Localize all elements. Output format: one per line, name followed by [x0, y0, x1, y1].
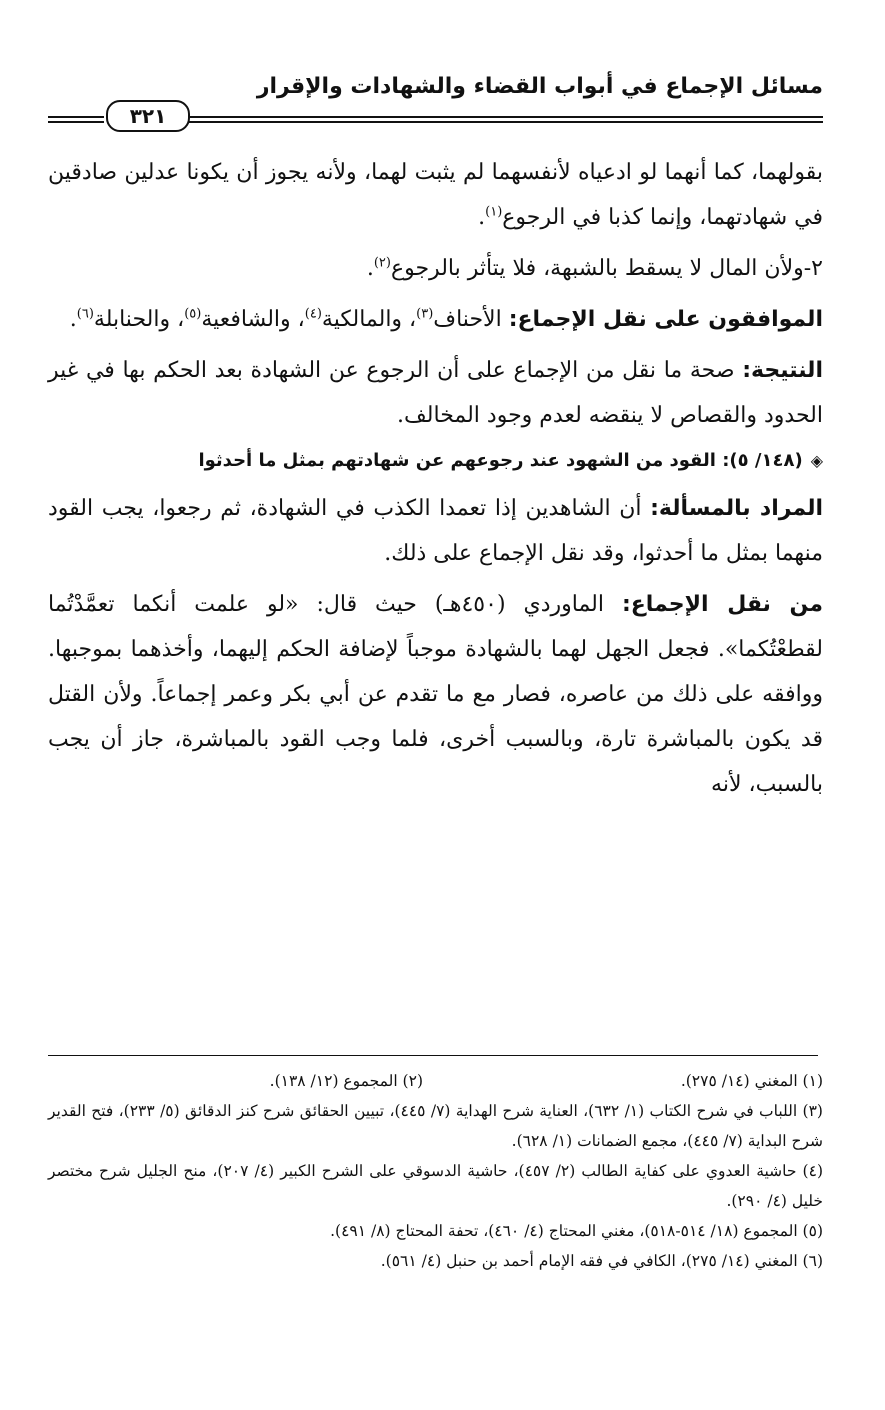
section-lead: الموافقون على نقل الإجماع: — [508, 307, 823, 332]
paragraph-text: الأحناف — [433, 307, 509, 332]
footnote: (٦) المغني (١٤/ ٢٧٥)، الكافي في فقه الإمام أحمد بن حنبل (٤/ ٥٦١). — [380, 1252, 823, 1270]
paragraph-text: أن الشاهدين إذا تعمدا الكذب في الشهادة، ثم رجعوا، يجب القود منهما بمثل ما أحدثوا، وقد نقل الإجماع على ذلك. — [48, 496, 823, 566]
footnote-ref: (١) — [485, 204, 503, 220]
paragraph-text: صحة ما نقل من الإجماع على أن الرجوع عن الشهادة بعد الحكم بها في غير الحدود والقصاص لا ينقضه لعدم وجود المخالف. — [48, 358, 823, 428]
paragraph-text: ، والشافعية — [201, 307, 305, 332]
diamond-bullet-icon: ◈ — [810, 451, 823, 470]
main-text — [48, 150, 823, 813]
footnote: (٣) اللباب في شرح الكتاب (١/ ٦٣٢)، العناية شرح الهداية (٧/ ٤٤٥)، تبيين الحقائق شرح كنز الدقائق (٥/ ٢٣٣)، فتح القدير شرح البداية (٧/ ٤٤٥)، مجمع الضمانات (١/ ٦٢٨). — [48, 1102, 823, 1150]
book-title: مسائل الإجماع في أبواب القضاء والشهادات والإقرار — [256, 74, 823, 99]
paragraph: الموافقون على نقل الإجماع: الأحناف$^{(٣)}$، والمالكية$^{(٤)}$، والشافعية$^{(٥)}$، والحنابلة$^{(٦)}$. — [69, 306, 823, 332]
paragraph — [48, 582, 823, 807]
footnote: (١) المغني (١٤/ ٢٧٥). — [680, 1072, 823, 1090]
paragraph — [48, 486, 823, 576]
footnote-rule — [48, 1055, 818, 1056]
footnote-ref: (٦) — [76, 306, 94, 322]
header-rule — [48, 121, 104, 123]
paragraph-text: بقولهما، كما أنهما لو ادعياه لأنفسهما لم يثبت لهما، ولأنه يجوز أن يكونا عدلين صادقين في شهادتهما، وإنما كذبا في الرجوع — [48, 160, 823, 230]
header-rule — [183, 121, 823, 123]
issue-heading-text: (١٤٨/ ٥): القود من الشهود عند رجوعهم عن شهادتهم بمثل ما أحدثوا — [198, 450, 803, 471]
paragraph: بقولهما، كما أنهما لو ادعياه لأنفسهما لم يثبت لهما، ولأنه يجوز أن يكونا عدلين صادقين في شهادتهما، وإنما كذبا في الرجوع$^{(١)}$. — [48, 160, 823, 230]
paragraph-text: ٢-ولأن المال لا يسقط بالشبهة، فلا يتأثر بالرجوع — [390, 256, 823, 281]
footnotes — [48, 1066, 823, 1276]
section-lead: المراد بالمسألة: — [650, 496, 823, 521]
issue-heading — [48, 444, 823, 478]
footnote-row — [48, 1066, 823, 1096]
header-rule — [183, 116, 823, 118]
page-number: ٣٢١ — [106, 100, 190, 132]
running-header — [48, 74, 823, 134]
footnote: (٤) حاشية العدوي على كفاية الطالب (٢/ ٤٥٧)، حاشية الدسوقي على الشرح الكبير (٤/ ٢٠٧)، منح الجليل شرح مختصر خليل (٤/ ٢٩٠). — [48, 1162, 823, 1210]
footnote-ref: (٣) — [416, 306, 434, 322]
paragraph-text: الماوردي (٤٥٠هـ) حيث قال: «لو علمت أنكما تعمَّدْتُما لقطعْتُكما». فجعل الجهل لهما بالشهادة موجباً لإضافة الحكم إليهما، وأخذهما بموجبها. ووافقه على ذلك من عاصره، فصار مع ما تقدم عن أبي بكر وعمر إجماعاً. ولأن القتل قد يكون بالمباشرة تارة، وبالسبب أخرى، فلما وجب القود بالمباشرة، جاز أن يجب بالسبب، لأنه — [48, 592, 823, 797]
paragraph-text: ، والحنابلة — [93, 307, 185, 332]
header-rule — [48, 116, 104, 118]
section-lead: من نقل الإجماع: — [621, 592, 823, 617]
footnote-ref: (٢) — [373, 255, 391, 271]
footnote: (٥) المجموع (١٨/ ٥١٤-٥١٨)، مغني المحتاج (٤/ ٤٦٠)، تحفة المحتاج (٨/ ٤٩١). — [330, 1222, 823, 1240]
footnote-ref: (٤) — [304, 306, 322, 322]
footnote-ref: (٥) — [184, 306, 202, 322]
section-lead: النتيجة: — [742, 358, 823, 383]
paragraph-text: ، والمالكية — [321, 307, 417, 332]
paragraph: ٢-ولأن المال لا يسقط بالشبهة، فلا يتأثر بالرجوع$^{(٢)}$. — [366, 255, 823, 281]
paragraph — [48, 348, 823, 438]
footnote: (٢) المجموع (١٢/ ١٣٨). — [269, 1072, 423, 1090]
